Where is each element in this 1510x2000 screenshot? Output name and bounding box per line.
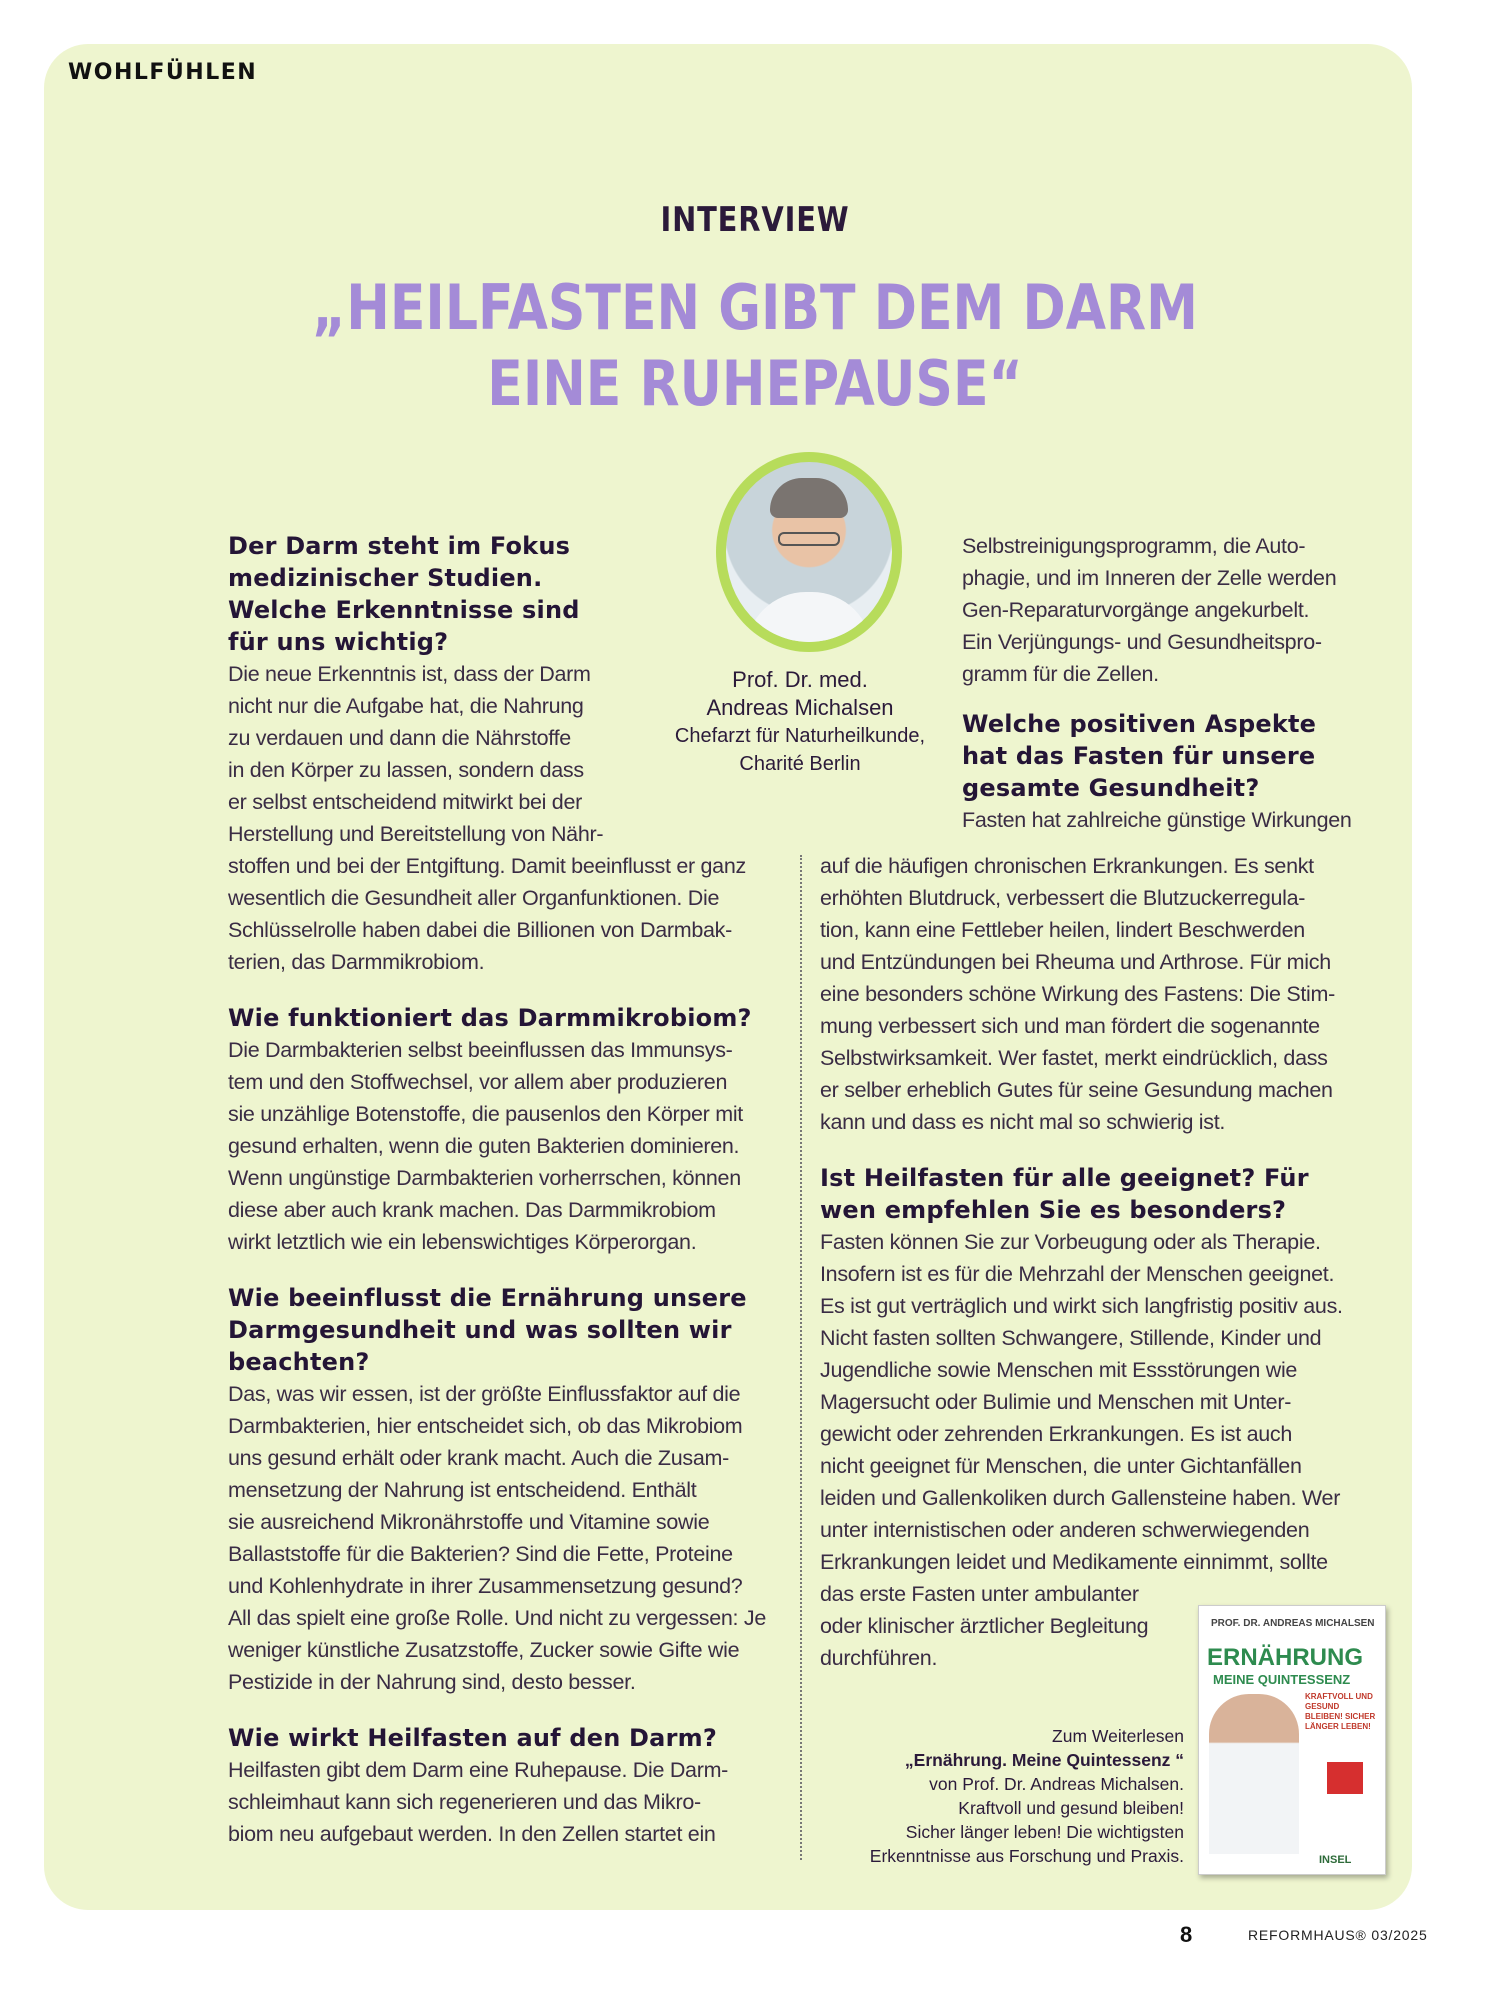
- question-heading: Ist Heilfasten für alle geeignet? Für wen empfehlen Sie es besonders?: [820, 1164, 1309, 1224]
- question-heading: Wie funktioniert das Darmmikrobiom?: [228, 1004, 752, 1032]
- headline-line: EINE RUHEPAUSE“: [487, 347, 1023, 420]
- reading-line: von Prof. Dr. Andreas Michalsen.: [929, 1774, 1184, 1794]
- left-column-intro: [228, 530, 668, 850]
- question-heading: Welche positiven Aspekte hat das Fasten für unsere gesamte Gesundheit?: [962, 710, 1317, 802]
- section-label: WOHLFÜHLEN: [68, 60, 258, 85]
- answer-text: stoffen und bei der Entgiftung. Damit beeinflusst er ganz wesentlich die Gesundheit aller Organfunktionen. Die Schlüsselrolle haben dabei die Billionen von Darmbak- terien, das Darmmikrobiom.: [228, 854, 746, 974]
- caption-name: Prof. Dr. med.: [732, 667, 868, 692]
- answer-text: auf die häufigen chronischen Erkrankungen. Es senkt erhöhten Blutdruck, verbessert die Blutzuckerregula- tion, kann eine Fettleber heilen, lindert Beschwerden und Entzündungen bei Rheuma und Arthrose. Für mich eine besonders schöne Wirkung des Fastens: Die Stim- mung verbessert sich und man fördert die sogenannte Selbstwirksamkeit. Wer fastet, merkt eindrücklich, dass er selber erheblich Gutes für seine Gesundung machen kann und dass es nicht mal so schwierig ist.: [820, 854, 1335, 1134]
- photo-caption: [640, 666, 960, 778]
- headline: [83, 270, 1427, 422]
- reading-line: Zum Weiterlesen: [1052, 1726, 1184, 1746]
- column-divider: [800, 855, 802, 1860]
- caption-role: Chefarzt für Naturheilkunde,: [674, 725, 926, 747]
- answer-text: Die neue Erkenntnis ist, dass der Darm nicht nur die Aufgabe hat, die Nahrung zu verdauen und dann die Nährstoffe in den Körper zu lassen, sondern dass er selbst entscheidend mitwirkt bei der Herstellung und Bereitstellung von Nähr-: [228, 662, 604, 846]
- portrait-photo: [716, 452, 902, 652]
- answer-text: Fasten können Sie zur Vorbeugung oder als Therapie. Insofern ist es für die Mehrzahl der Menschen geeignet. Es ist gut verträglich und wirkt sich langfristig positiv aus. Nicht fasten sollten Schwangere, Stillende, Kinder und Jugendliche sowie Menschen mit Essstörungen wie Magersucht oder Bulimie und Menschen mit Unter- gewicht oder zehrenden Erkrankungen. Es ist auch nicht geeignet für Menschen, die unter Gichtanfällen leiden und Gallenkoliken durch Gallensteine haben. Wer unter internistischen oder anderen schwerwiegenden Erkrankungen leidet und Medikamente einnimmt, sollte das erste Fasten unter ambulanter oder klinischer ärztlicher Begleitung durchführen.: [820, 1230, 1343, 1670]
- book-author-photo: [1209, 1694, 1299, 1854]
- question-heading: Der Darm steht im Fokus medizinischer Studien. Welche Erkenntnisse sind für uns wichtig?: [228, 532, 580, 656]
- headline-line: „HEILFASTEN GIBT DEM DARM: [312, 271, 1198, 344]
- book-claim: KRAFTVOLL UND GESUND BLEIBEN! SICHER LÄNGER LEBEN!: [1305, 1692, 1376, 1731]
- answer-text: Selbstreinigungsprogramm, die Auto- phagie, und im Inneren der Zelle werden Gen-Reparaturvorgänge angekurbelt. Ein Verjüngungs- und Gesundheitspro- gramm für die Zellen.: [962, 534, 1337, 686]
- caption-role: Charité Berlin: [739, 753, 861, 775]
- reading-line: Kraftvoll und gesund bleiben!: [958, 1798, 1184, 1818]
- caption-name: Andreas Michalsen: [706, 695, 894, 720]
- book-title: ERNÄHRUNG: [1207, 1644, 1363, 1671]
- answer-text: Heilfasten gibt dem Darm eine Ruhepause. Die Darm- schleimhaut kann sich regenerieren und das Mikro- biom neu aufgebaut werden. In den Zellen startet ein: [228, 1758, 729, 1846]
- question-heading: Wie beeinflusst die Ernährung unsere Darmgesundheit und was sollten wir beachten?: [228, 1284, 747, 1376]
- magazine-issue: REFORMHAUS® 03/2025: [1248, 1927, 1428, 1943]
- right-column-top: [962, 530, 1382, 836]
- book-author: PROF. DR. ANDREAS MICHALSEN: [1211, 1618, 1375, 1629]
- question-heading: Wie wirkt Heilfasten auf den Darm?: [228, 1724, 717, 1752]
- page-number: 8: [1180, 1922, 1193, 1947]
- bestseller-badge: [1327, 1762, 1363, 1794]
- book-cover: [1198, 1605, 1386, 1875]
- reading-line: Erkenntnisse aus Forschung und Praxis.: [869, 1846, 1184, 1866]
- book-publisher: INSEL: [1319, 1854, 1352, 1866]
- answer-text: Das, was wir essen, ist der größte Einflussfaktor auf die Darmbakterien, hier entscheidet sich, ob das Mikrobiom uns gesund erhält oder krank macht. Auch die Zusam- mensetzung der Nahrung ist entscheidend. Enthält sie ausreichend Mikronährstoffe und Vitamine sowie Ballaststoffe für die Bakterien? Sind die Fette, Proteine und Kohlenhydrate in ihrer Zusammensetzung gesund? All das spielt eine große Rolle. Und nicht zu vergessen: Je weniger künstliche Zusatzstoffe, Zucker sowie Gifte wie Pestizide in der Nahrung sind, desto besser.: [228, 1382, 767, 1694]
- reading-line: Sicher länger leben! Die wichtigsten: [905, 1822, 1184, 1842]
- portrait-image: [726, 462, 892, 642]
- reading-title: „Ernährung. Meine Quintessenz “: [904, 1750, 1184, 1770]
- left-column-main: [228, 850, 788, 1850]
- answer-text: Fasten hat zahlreiche günstige Wirkungen: [962, 808, 1352, 832]
- further-reading: [820, 1724, 1184, 1868]
- kicker: INTERVIEW: [660, 200, 850, 240]
- book-subtitle: MEINE QUINTESSENZ: [1213, 1672, 1351, 1687]
- right-column-main: [820, 850, 1390, 1674]
- answer-text: Die Darmbakterien selbst beeinflussen das Immunsys- tem und den Stoffwechsel, vor allem aber produzieren sie unzählige Botenstoffe, die pausenlos den Körper mit gesund erhalten, wenn die guten Bakterien dominieren. Wenn ungünstige Darmbakterien vorherrschen, können diese aber auch krank machen. Das Darmmikrobiom wirkt letztlich wie ein lebenswichtiges Körperorgan.: [228, 1038, 743, 1254]
